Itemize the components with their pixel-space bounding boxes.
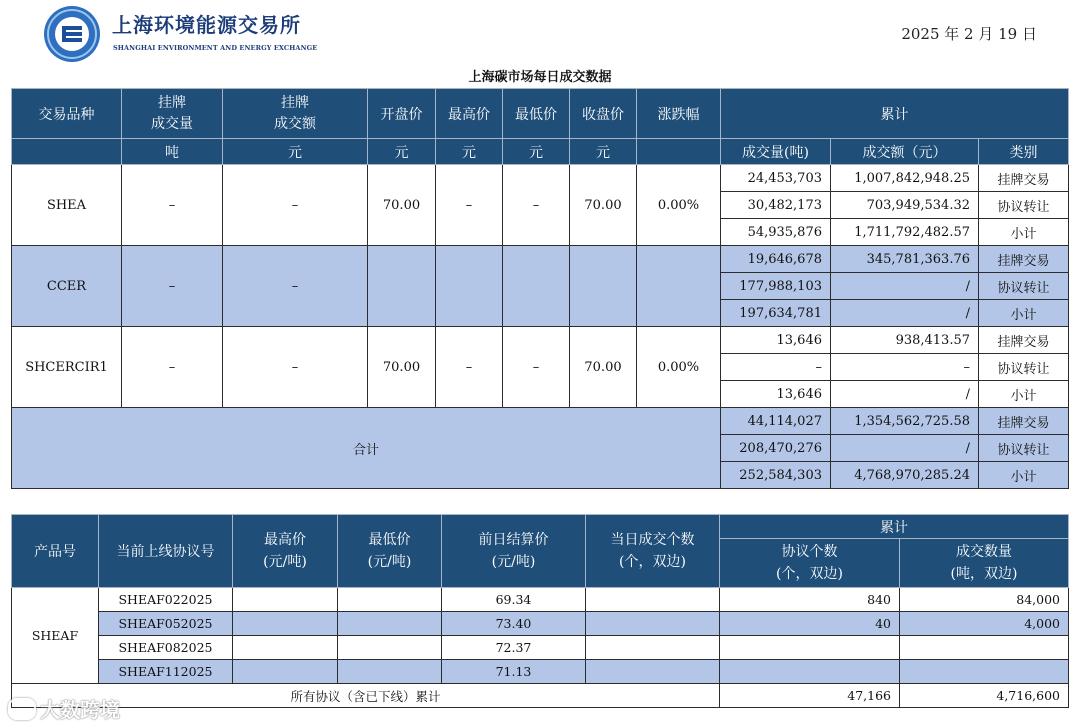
daily-count [586,612,720,636]
price-change: 0.00% [637,165,721,246]
total-label: 所有协议（含已下线）累计 [12,684,720,708]
close-price: 70.00 [570,327,637,408]
org-name-cn: 上海环境能源交易所 [112,13,301,37]
total-volume: 208,470,276 [721,435,831,462]
unit-listed-amount: 元 [223,139,368,165]
col-header-contract: 当前上线协议号 [99,515,233,588]
watermark-text: 大数跨境 [40,698,120,722]
cum-qty: 4,000 [900,612,1069,636]
table-row [12,636,1069,660]
col-header-daily-count: 当日成交个数 (个，双边) [586,515,720,588]
low-price [338,588,442,612]
contract-code: SHEAF052025 [99,612,233,636]
listed-volume: – [122,246,223,327]
close-price [570,246,637,327]
category: 挂牌交易 [979,246,1069,273]
unit-listed-volume: 吨 [122,139,223,165]
unit-cum-volume: 成交量(吨) [721,139,831,165]
cum-amount: 938,413.57 [831,327,979,354]
col-header-cumulative: 累计 [720,515,1069,539]
category: 协议转让 [979,435,1069,462]
cum-amount: 345,781,363.76 [831,246,979,273]
total-volume: 252,584,303 [721,462,831,489]
col-header-product: 产品号 [12,515,99,588]
exchange-logo-icon [43,5,101,63]
cum-volume: – [721,354,831,381]
watermark [8,694,120,723]
variety-name: CCER [12,246,122,327]
total-row [12,408,1069,435]
cum-count [720,636,900,660]
close-price: 70.00 [570,165,637,246]
high-price: – [436,327,503,408]
daily-count [586,660,720,684]
cum-volume: 30,482,173 [721,192,831,219]
unit-open: 元 [368,139,436,165]
col-header-settle: 前日结算价 (元/吨) [442,515,586,588]
unit-cum-amount: 成交额（元） [831,139,979,165]
cum-volume: 19,646,678 [721,246,831,273]
contract-code: SHEAF112025 [99,660,233,684]
settle-price: 73.40 [442,612,586,636]
listed-volume: – [122,327,223,408]
col-header-open: 开盘价 [368,89,436,139]
low-price [338,612,442,636]
cum-volume: 24,453,703 [721,165,831,192]
cum-qty: 84,000 [900,588,1069,612]
table-row [12,660,1069,684]
col-header-cum-qty: 成交数量 (吨，双边) [900,539,1069,588]
cum-amount: 1,007,842,948.25 [831,165,979,192]
total-amount: / [831,435,979,462]
category: 小计 [979,381,1069,408]
low-price: – [503,165,570,246]
table-row [12,246,1069,273]
cum-volume: 54,935,876 [721,219,831,246]
total-row [12,684,1069,708]
listed-amount: – [223,327,368,408]
table-header-row [12,515,1069,539]
table-unit-row [12,139,1069,165]
cum-count [720,660,900,684]
category: 小计 [979,462,1069,489]
table-row [12,612,1069,636]
col-header-cum-count: 协议个数 (个，双边) [720,539,900,588]
table-row [12,327,1069,354]
listed-amount: – [223,246,368,327]
col-header-change: 涨跌幅 [637,89,721,139]
open-price: 70.00 [368,327,436,408]
high-price [233,588,338,612]
low-price [338,660,442,684]
total-cum-qty: 4,716,600 [900,684,1069,708]
table-row [12,588,1069,612]
unit-category: 类别 [979,139,1069,165]
category: 协议转让 [979,354,1069,381]
col-header-listed-volume: 挂牌 成交量 [122,89,223,139]
contract-code: SHEAF082025 [99,636,233,660]
col-header-low: 最低价 (元/吨) [338,515,442,588]
low-price [503,246,570,327]
high-price [233,612,338,636]
variety-name: SHEA [12,165,122,246]
total-label: 合计 [12,408,721,489]
low-price: – [503,327,570,408]
report-title: 上海碳市场每日成交数据 [468,70,612,85]
high-price [436,246,503,327]
cum-volume: 13,646 [721,327,831,354]
high-price: – [436,165,503,246]
unit-close: 元 [570,139,637,165]
col-header-high: 最高价 [436,89,503,139]
unit-high: 元 [436,139,503,165]
contract-code: SHEAF022025 [99,588,233,612]
unit-variety [12,139,122,165]
cum-amount: 703,949,534.32 [831,192,979,219]
cum-amount: 1,711,792,482.57 [831,219,979,246]
col-header-listed-amount: 挂牌 成交额 [223,89,368,139]
price-change: 0.00% [637,327,721,408]
chat-bubble-icon [8,698,36,720]
daily-count [586,588,720,612]
daily-trading-table [11,88,1069,489]
cum-amount: / [831,381,979,408]
col-header-low: 最低价 [503,89,570,139]
cum-volume: 13,646 [721,381,831,408]
variety-name: SHCERCIR1 [12,327,122,408]
open-price [368,246,436,327]
cum-amount: / [831,300,979,327]
cum-volume: 177,988,103 [721,273,831,300]
price-change [637,246,721,327]
cum-volume: 197,634,781 [721,300,831,327]
settle-price: 71.13 [442,660,586,684]
category: 协议转让 [979,273,1069,300]
cum-count: 40 [720,612,900,636]
col-header-close: 收盘价 [570,89,637,139]
open-price: 70.00 [368,165,436,246]
high-price [233,660,338,684]
category: 协议转让 [979,192,1069,219]
category: 挂牌交易 [979,408,1069,435]
listed-amount: – [223,165,368,246]
col-header-high: 最高价 (元/吨) [233,515,338,588]
category: 小计 [979,219,1069,246]
report-date: 2025 年 2 月 19 日 [901,25,1037,43]
total-cum-count: 47,166 [720,684,900,708]
settle-price: 72.37 [442,636,586,660]
listed-volume: – [122,165,223,246]
org-name-en: SHANGHAI ENVIRONMENT AND ENERGY EXCHANGE [113,44,318,52]
settle-price: 69.34 [442,588,586,612]
high-price [233,636,338,660]
col-header-variety: 交易品种 [12,89,122,139]
product-code: SHEAF [12,588,99,684]
low-price [338,636,442,660]
cum-qty [900,660,1069,684]
category: 挂牌交易 [979,327,1069,354]
forward-contract-table [11,514,1069,708]
total-amount: 1,354,562,725.58 [831,408,979,435]
cum-amount: – [831,354,979,381]
col-header-cumulative: 累计 [721,89,1069,139]
cum-amount: / [831,273,979,300]
category: 挂牌交易 [979,165,1069,192]
report-header [0,0,1080,66]
total-volume: 44,114,027 [721,408,831,435]
category: 小计 [979,300,1069,327]
cum-count: 840 [720,588,900,612]
table-header-row [12,89,1069,139]
cum-qty [900,636,1069,660]
unit-change [637,139,721,165]
table-row [12,165,1069,192]
daily-count [586,636,720,660]
total-amount: 4,768,970,285.24 [831,462,979,489]
unit-low: 元 [503,139,570,165]
